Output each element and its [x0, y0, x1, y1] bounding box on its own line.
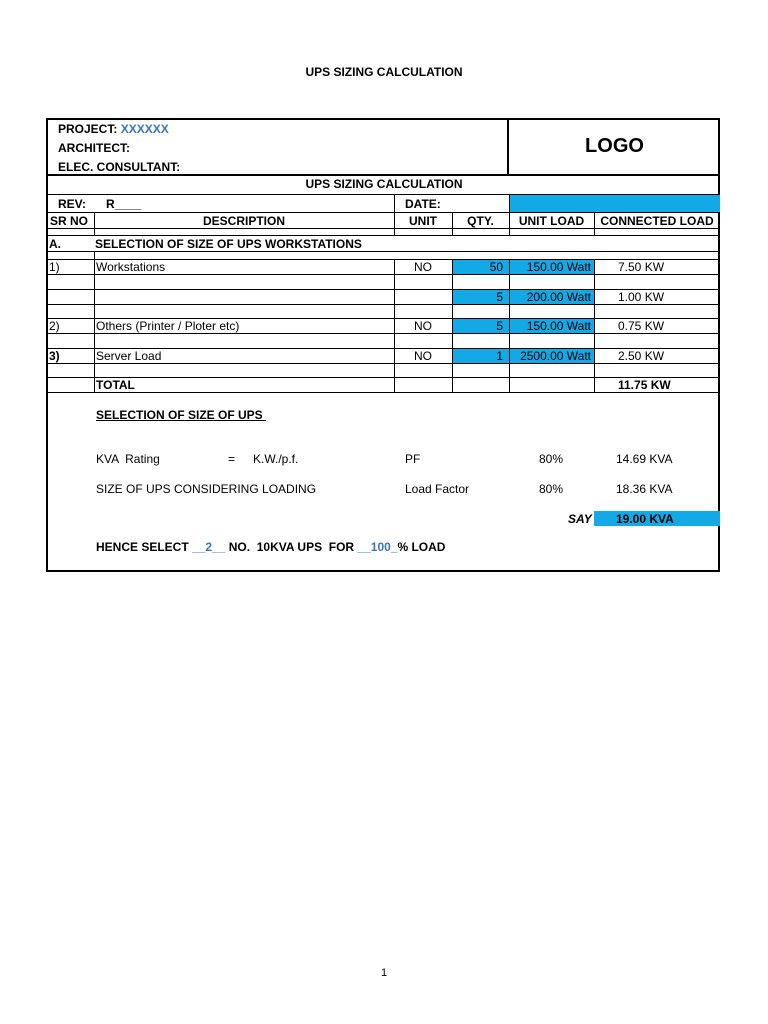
col-unit: UNIT — [409, 214, 437, 228]
consultant-label: ELEC. CONSULTANT: — [58, 160, 181, 174]
page-number: 1 — [380, 967, 388, 979]
row1-desc: Workstations — [96, 260, 166, 274]
table-title: UPS SIZING CALCULATION — [305, 177, 463, 191]
rev-value: R____ — [106, 197, 142, 211]
project-line — [58, 122, 169, 136]
row3-connected: 0.75 KW — [618, 319, 665, 333]
load-factor-value: 80% — [539, 482, 564, 496]
row1-unit-load: 150.00 Watt — [526, 260, 591, 274]
architect-label: ARCHITECT: — [58, 141, 130, 155]
rev-label: REV: — [58, 197, 87, 211]
say-label: SAY — [568, 512, 592, 526]
loading-label: SIZE OF UPS CONSIDERING LOADING — [96, 482, 317, 496]
date-label: DATE: — [405, 197, 441, 211]
row4-connected: 2.50 KW — [618, 349, 665, 363]
section-a-title: SELECTION OF SIZE OF UPS WORKSTATIONS — [95, 237, 362, 251]
ups-count: __2__ — [192, 540, 226, 554]
conclusion-prefix: HENCE SELECT — [96, 540, 193, 554]
row2-connected: 1.00 KW — [618, 290, 665, 304]
col-connected-load: CONNECTED LOAD — [600, 214, 714, 228]
calculation-sheet — [46, 118, 720, 572]
row1-unit: NO — [414, 260, 432, 274]
row4-qty: 1 — [496, 349, 503, 363]
project-label: PROJECT: — [58, 122, 118, 136]
ups-section-heading: SELECTION OF SIZE OF UPS — [96, 408, 267, 422]
row1-sr: 1) — [49, 260, 60, 274]
logo: LOGO — [585, 135, 644, 157]
row2-qty: 5 — [496, 290, 503, 304]
header-separator — [48, 174, 720, 176]
row4-desc: Server Load — [96, 349, 162, 363]
col-unit-load: UNIT LOAD — [518, 214, 585, 228]
conclusion-line — [96, 540, 445, 554]
row3-sr: 2) — [49, 319, 60, 333]
row3-qty: 5 — [496, 319, 503, 333]
total-label: TOTAL — [96, 378, 135, 392]
row1-connected: 7.50 KW — [618, 260, 665, 274]
pf-value: 80% — [539, 452, 564, 466]
row4-sr: 3) — [49, 349, 60, 363]
kva-rating-label: KVA Rating — [96, 452, 160, 466]
col-qty: QTY. — [467, 214, 494, 228]
date-highlight — [509, 194, 720, 212]
load-percent: __100_ — [357, 540, 398, 554]
pf-label: PF — [405, 452, 421, 466]
document-title: UPS SIZING CALCULATION — [305, 65, 463, 79]
row4-unit: NO — [414, 349, 432, 363]
row1-qty: 50 — [489, 260, 503, 274]
row3-unit-load: 150.00 Watt — [526, 319, 591, 333]
col-sr-no: SR NO — [50, 214, 89, 228]
section-a-sr: A. — [49, 237, 61, 251]
conclusion-mid: NO. 10KVA UPS FOR — [225, 540, 358, 554]
load-factor-label: Load Factor — [405, 482, 470, 496]
kva-formula: K.W./p.f. — [253, 452, 299, 466]
row3-desc: Others (Printer / Ploter etc) — [96, 319, 240, 333]
row2-unit-load: 200.00 Watt — [526, 290, 591, 304]
loading-value: 18.36 KVA — [616, 482, 673, 496]
project-value: XXXXXX — [120, 122, 169, 136]
row3-unit: NO — [414, 319, 432, 333]
row4-unit-load: 2500.00 Watt — [520, 349, 591, 363]
say-value: 19.00 KVA — [616, 512, 674, 526]
kva-equals: = — [228, 452, 236, 466]
kva-value: 14.69 KVA — [616, 452, 673, 466]
total-value: 11.75 KW — [618, 378, 671, 392]
col-description: DESCRIPTION — [202, 214, 285, 228]
conclusion-suffix: % LOAD — [397, 540, 446, 554]
